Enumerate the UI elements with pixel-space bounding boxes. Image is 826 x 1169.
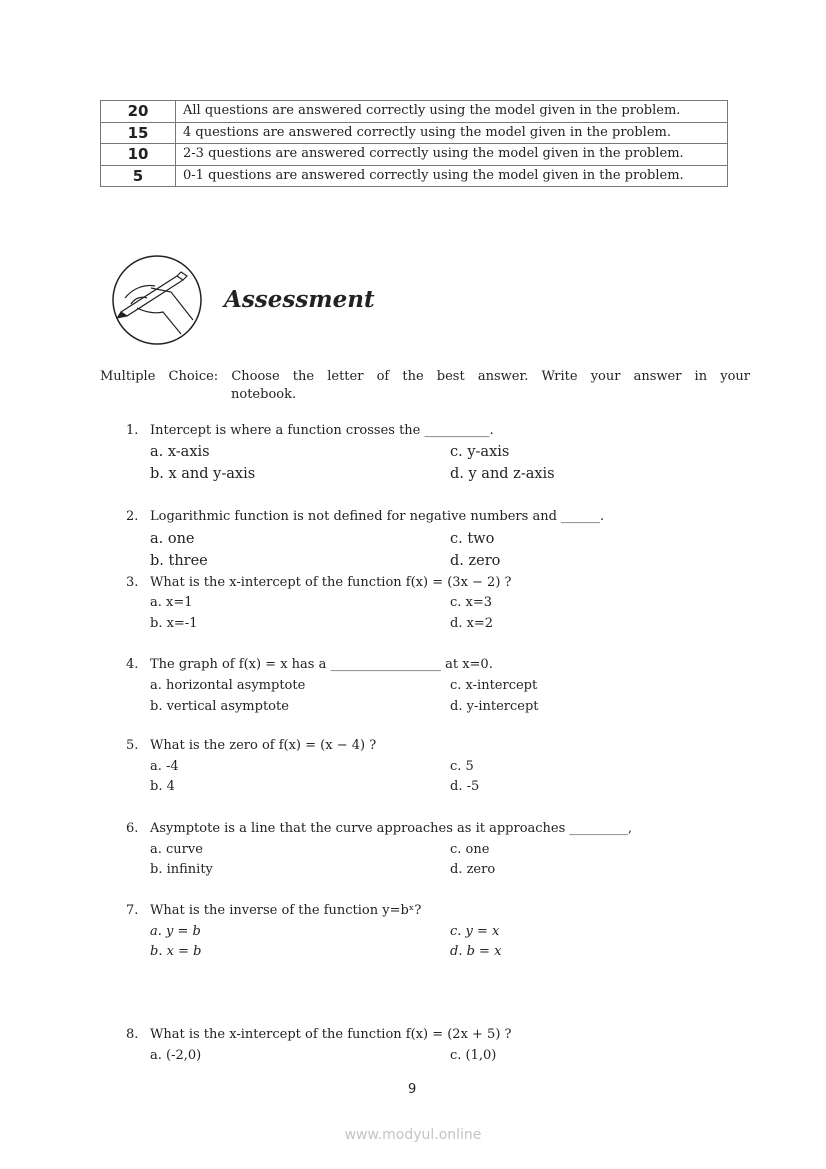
option-c: c. two — [450, 531, 495, 547]
description-cell: All questions are answered correctly using the model given in the problem. — [176, 101, 728, 123]
section-title: Assessment — [224, 286, 375, 313]
option-a: a. x-axis — [150, 444, 210, 460]
option-d: d. -5 — [450, 779, 480, 794]
instructions-line-1: Multiple Choice: Choose the letter of the best answer. Write your answer in your — [100, 369, 750, 384]
option-b: b. x=-1 — [150, 616, 198, 631]
option-c: c. x-intercept — [450, 678, 538, 693]
option-c: c. 5 — [450, 759, 474, 774]
option-a: a. (-2,0) — [150, 1048, 202, 1063]
instructions-line-2: notebook. — [231, 387, 297, 402]
option-b: b. infinity — [150, 862, 213, 877]
option-a: a. y = b — [150, 924, 201, 939]
option-c: c. (1,0) — [450, 1048, 497, 1063]
option-a: a. -4 — [150, 759, 179, 774]
question-number: 6. — [126, 821, 139, 836]
question-text: What is the x-intercept of the function f(x) = (2x + 5) ? — [150, 1027, 512, 1042]
option-d: d. x=2 — [450, 616, 494, 631]
table-row — [101, 101, 728, 123]
option-b: b. x and y-axis — [150, 466, 256, 482]
option-a: a. one — [150, 531, 195, 547]
question-text: What is the x-intercept of the function f(x) = (3x − 2) ? — [150, 575, 512, 590]
table-row — [101, 144, 728, 166]
question-number: 3. — [126, 575, 139, 590]
option-a: a. curve — [150, 842, 203, 857]
option-b: b. vertical asymptote — [150, 699, 289, 714]
score-cell: 10 — [101, 144, 176, 166]
hand-writing-pencil-icon — [111, 254, 205, 346]
option-b: b. three — [150, 553, 208, 569]
question-text: Asymptote is a line that the curve approaches as it approaches _________, — [150, 821, 633, 836]
page-number: 9 — [408, 1082, 417, 1097]
question-text: The graph of f(x) = x has a _________________ at x=0. — [150, 657, 493, 672]
option-b: b. x = b — [150, 944, 202, 959]
score-cell: 15 — [101, 122, 176, 144]
option-a: a. x=1 — [150, 595, 193, 610]
question-number: 1. — [126, 423, 139, 438]
description-cell: 0-1 questions are answered correctly using the model given in the problem. — [176, 165, 728, 187]
score-cell: 5 — [101, 165, 176, 187]
score-cell: 20 — [101, 101, 176, 123]
option-d: d. zero — [450, 553, 501, 569]
option-d: d. zero — [450, 862, 496, 877]
option-a: a. horizontal asymptote — [150, 678, 306, 693]
option-c: c. y-axis — [450, 444, 510, 460]
rubric-table — [100, 100, 728, 187]
table-row — [101, 122, 728, 144]
description-cell: 4 questions are answered correctly using the model given in the problem. — [176, 122, 728, 144]
option-c: c. y = x — [450, 924, 500, 939]
question-text: What is the inverse of the function y=bˣ? — [150, 903, 422, 918]
question-text: Intercept is where a function crosses the __________. — [150, 423, 494, 438]
question-number: 2. — [126, 509, 139, 524]
option-d: d. y-intercept — [450, 699, 539, 714]
watermark: www.modyul.online — [344, 1127, 482, 1143]
question-number: 5. — [126, 738, 139, 753]
option-d: d. y and z-axis — [450, 466, 555, 482]
description-cell: 2-3 questions are answered correctly using the model given in the problem. — [176, 144, 728, 166]
option-b: b. 4 — [150, 779, 175, 794]
option-c: c. x=3 — [450, 595, 493, 610]
option-c: c. one — [450, 842, 490, 857]
option-d: d. b = x — [450, 944, 502, 959]
question-text: Logarithmic function is not defined for negative numbers and ______. — [150, 509, 605, 524]
question-number: 4. — [126, 657, 139, 672]
question-number: 7. — [126, 903, 139, 918]
table-row — [101, 165, 728, 187]
question-text: What is the zero of f(x) = (x − 4) ? — [150, 738, 377, 753]
question-number: 8. — [126, 1027, 139, 1042]
